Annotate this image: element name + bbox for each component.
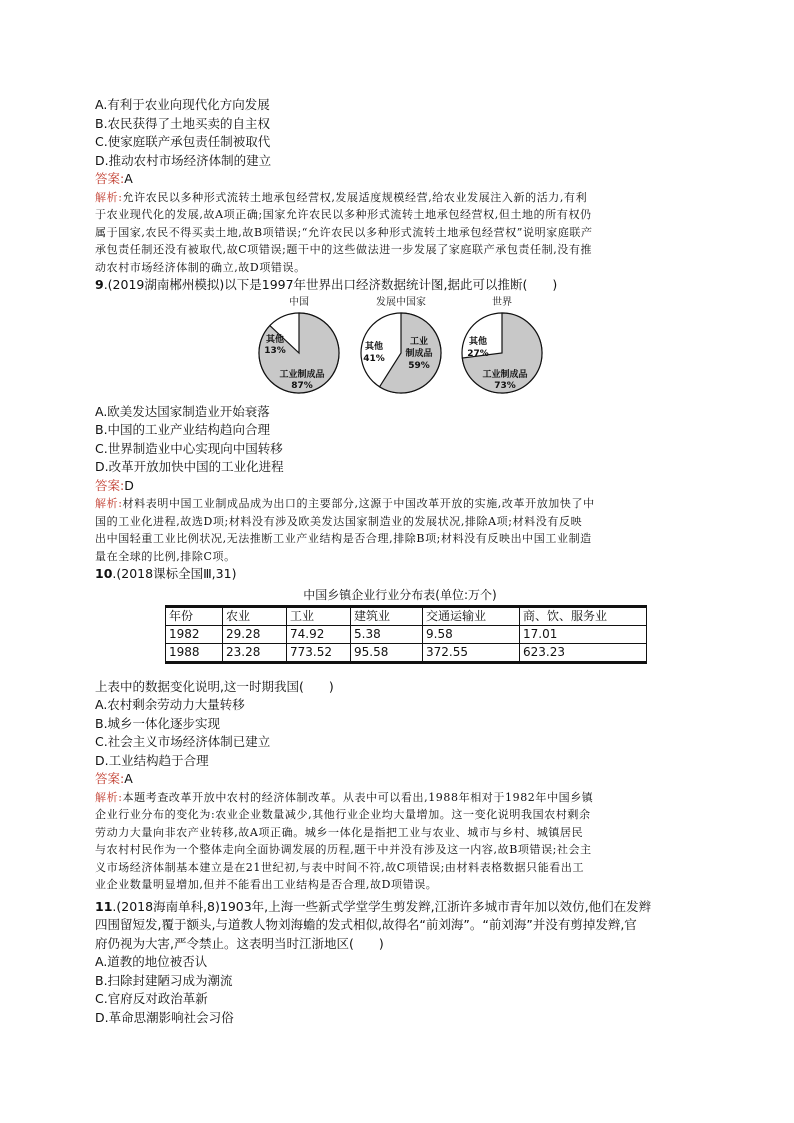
table-cell: 95.58 [351, 643, 423, 662]
pie-label: 制成品 [405, 348, 433, 359]
table-row [166, 625, 647, 643]
q10-explanation [95, 789, 705, 894]
q10-option-a: A.农村剩余劳动力大量转移 [95, 697, 245, 712]
q8-option-b: B.农民获得了土地买卖的自主权 [95, 115, 271, 131]
pie-chart-svg [450, 309, 554, 395]
table-row [166, 643, 647, 662]
q8-explanation [95, 189, 705, 277]
table-cell: 17.01 [520, 625, 647, 643]
table-cell: 1988 [166, 643, 223, 662]
explanation-line: 企业行业分布的变化为:农业企业数量减少,其他行业企业均大量增加。这一变化说明我国农村剩余 [95, 808, 591, 821]
table-title: 中国乡镇企业行业分布表(单位:万个) [303, 587, 497, 602]
answer-value: A [124, 771, 133, 786]
explanation-line: 量在全球的比例,排除C项。 [95, 549, 236, 563]
pie-chart-svg [247, 309, 351, 395]
q10-question: 上表中的数据变化说明,这一时期我国( ) [95, 678, 334, 694]
q9-option-d: D.改革开放加快中国的工业化进程 [95, 459, 284, 474]
q11-option-c: C.官府反对政治革新 [95, 991, 208, 1006]
q8-option-c: C.使家庭联产承包责任制被取代 [95, 134, 271, 149]
answer-label: 答案: [95, 771, 125, 786]
question-number: 9 [95, 277, 104, 292]
table-header-cell: 商、饮、服务业 [520, 606, 647, 625]
pie-label: 其他 [265, 334, 285, 345]
q11-options [95, 953, 705, 1027]
pie-chart-world [448, 297, 556, 395]
table-cell: 23.28 [223, 643, 287, 662]
pie-chart-svg [349, 309, 453, 395]
q9-option-b: B.中国的工业产业结构趋向合理 [95, 422, 271, 437]
explanation-line: 承包责任制还没有被取代,故C项错误;题干中的这些做法进一步发展了家庭联产承包责任制,没有推 [95, 243, 593, 256]
q8-option-a: A.有利于农业向现代化方向发展 [95, 97, 270, 112]
q11-option-b: B.扫除封建陋习成为潮流 [95, 972, 233, 988]
table-header-row [166, 606, 647, 625]
explanation-line: 国的工业化进程,故选D项;材料没有涉及欧美发达国家制造业的发展状况,排除A项;材料没有反映 [95, 514, 583, 528]
pie-label: 工业 [409, 336, 429, 347]
answer-value: A [124, 171, 133, 186]
q11-stem-line: 府仍视为大害,严令禁止。这表明当时江浙地区( ) [95, 935, 384, 951]
table-header-cell: 年份 [166, 606, 223, 625]
q9-stem: 9.(2019湖南郴州模拟)以下是1997年世界出口经济数据统计图,据此可以推断( ) [95, 277, 558, 292]
pie-label: 27% [467, 348, 489, 359]
table-cell: 773.52 [287, 643, 351, 662]
explanation-line: 解析:允许农民以多种形式流转土地承包经营权,发展适度规模经营,给农业发展注入新的活力,有利 [95, 190, 588, 204]
pie-chart-developing [347, 297, 455, 395]
q11-option-a: A.道教的地位被否认 [95, 954, 208, 969]
pie-label: 其他 [468, 336, 488, 347]
pie-label: 工业制成品 [482, 369, 528, 380]
q10-options [95, 696, 705, 770]
question-number: 10 [95, 566, 113, 581]
q9-options [95, 403, 705, 477]
pie-label: 73% [494, 380, 516, 391]
explanation-line: 解析:材料表明中国工业制成品成为出口的主要部分,这源于中国改革开放的实施,改革开放加快了中 [95, 497, 595, 510]
answer-label: 答案: [95, 477, 125, 493]
q9-option-c: C.世界制造业中心实现向中国转移 [95, 440, 283, 456]
explanation-line: 与农村村民作为一个整体走向全面协调发展的历程,题干中并没有涉及这一内容,故B项错误;社会主 [95, 843, 592, 856]
q9-option-a: A.欧美发达国家制造业开始衰落 [95, 403, 270, 419]
answer-value: D [124, 477, 134, 493]
chart-title: 中国 [289, 296, 309, 308]
question-number: 11 [95, 898, 113, 914]
q10-answer [95, 770, 705, 789]
explanation-line: 属于国家,农民不得买卖土地,故B项错误;“允许农民以多种形式流转土地承包经营权”说明家庭联产 [95, 225, 593, 239]
q10-option-c: C.社会主义市场经济体制已建立 [95, 734, 271, 749]
explanation-line: 解析:本题考查改革开放中农村的经济体制改革。从表中可以看出,1988年相对于1982年中国乡镇 [95, 790, 594, 804]
table-cell: 1982 [166, 625, 223, 643]
table-cell: 9.58 [423, 625, 520, 643]
pie-label: 13% [264, 345, 286, 356]
explanation-line: 义市场经济体制基本建立是在21世纪初,与表中时间不符,故C项错误;由材料表格数据只能看出工 [95, 860, 585, 874]
q11-stem: 11.(2018海南单科,8)1903年,上海一些新式学堂学生剪发辫,江浙许多城市青年加以效仿,他们在发辫 [95, 898, 652, 914]
q10-stem: 10.(2018课标全国Ⅲ,31) [95, 566, 237, 581]
pie-chart-china [245, 297, 353, 395]
table-header-cell: 建筑业 [351, 606, 423, 625]
explanation-label: 解析: [95, 497, 123, 510]
q11-option-d: D.革命思潮影响社会习俗 [95, 1009, 234, 1025]
table-cell: 372.55 [423, 643, 520, 662]
q10-option-b: B.城乡一体化逐步实现 [95, 715, 221, 731]
table-header-cell: 农业 [223, 606, 287, 625]
table-cell: 5.38 [351, 625, 423, 643]
pie-label: 59% [408, 360, 430, 371]
pie-label: 其他 [364, 341, 384, 352]
q9-explanation [95, 495, 705, 565]
explanation-line: 出中国轻重工业比例状况,无法推断工业产业结构是否合理,排除B项;材料没有反映出中国工业制造 [95, 532, 592, 545]
q8-options [95, 96, 705, 170]
explanation-label: 解析: [95, 190, 123, 204]
pie-label: 工业制成品 [279, 369, 325, 380]
table-cell: 29.28 [223, 625, 287, 643]
q11-stem-line: 四围留短发,覆于额头,与道教人物刘海蟾的发式相似,故得名“前刘海”。“前刘海”并没有剪掉发辫,官 [95, 917, 637, 932]
chart-title: 发展中国家 [376, 296, 426, 308]
chart-title: 世界 [492, 296, 512, 308]
explanation-line: 于农业现代化的发展,故A项正确;国家允许农民以多种形式流转土地承包经营权,但土地的所有权仍 [95, 208, 592, 221]
table-header-cell: 交通运输业 [423, 606, 520, 625]
q8-option-d: D.推动农村市场经济体制的建立 [95, 152, 272, 168]
q8-answer [95, 170, 705, 189]
table-cell: 74.92 [287, 625, 351, 643]
table-cell: 623.23 [520, 643, 647, 662]
pie-label: 87% [291, 380, 313, 391]
q10-option-d: D.工业结构趋于合理 [95, 752, 209, 768]
pie-charts [95, 297, 705, 397]
table-header-cell: 工业 [287, 606, 351, 625]
answer-label: 答案: [95, 171, 125, 186]
explanation-line: 业企业数量明显增加,但并不能看出工业结构是否合理,故D项错误。 [95, 878, 438, 891]
explanation-line: 劳动力大量向非农产业转移,故A项正确。城乡一体化是指把工业与农业、城市与乡村、城镇居民 [95, 825, 584, 839]
explanation-label: 解析: [95, 790, 123, 804]
document-page [95, 96, 705, 1027]
pie-label: 41% [363, 353, 385, 364]
data-table [165, 605, 647, 664]
q9-answer [95, 477, 705, 496]
explanation-line: 动农村市场经济体制的确立,故D项错误。 [95, 260, 306, 274]
